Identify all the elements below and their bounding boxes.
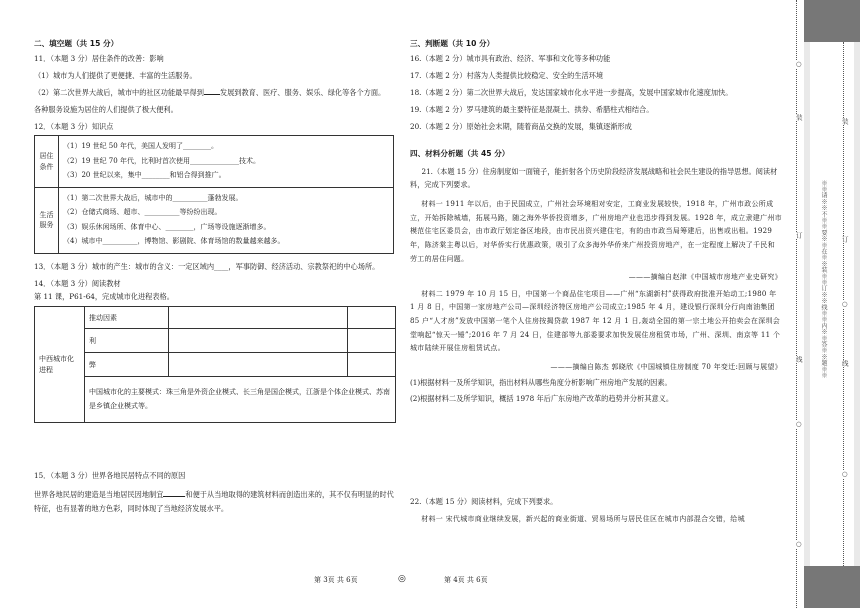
center-dot: ◎ xyxy=(398,574,406,584)
table-category: 生活服务 xyxy=(35,187,59,253)
answer-cell[interactable] xyxy=(169,307,348,329)
binding-label: 线 xyxy=(840,360,849,367)
page-number-left: 第 3页 共 6页 xyxy=(314,576,358,584)
material-source: ———摘编自赵津《中国城市房地产业史研究》 xyxy=(628,273,782,282)
question-11 xyxy=(34,54,396,115)
table-row xyxy=(35,377,396,423)
judgment-item: 17.（本题 2 分）村落为人类提供比较稳定、安全的生活环境 xyxy=(410,71,604,81)
binding-circle: ○ xyxy=(794,60,803,68)
answer-cell[interactable] xyxy=(348,307,396,329)
question-14 xyxy=(34,279,396,424)
material-text: 材料一 1911 年以后，由于民国成立，广州社会环境相对安定，工商业发展较快，1918 年，广州市政公所成立，开始拆除城墙，拓展马路，随之海外华侨投资增多，广州房地产业也迅步得到发展。1928 年，成立隶建广州市模范住宅区委员会，由市政厅划定备区地段，由市民出资兴建住宅，有的由市政当局筹建后，出售或出租。1929 年，陈济棠主粤以后，对华侨实行优惠政策，吸引了众多海外华侨来广州投资房地产，在一定程度上解决了千民和劳工的居住问题。 xyxy=(410,200,782,263)
binding-circle: ○ xyxy=(794,540,803,548)
binding-block xyxy=(804,0,860,42)
table-item: （1）第二次世界大战后，城市中的__________蓬勃发展。 xyxy=(63,193,243,202)
question-12 xyxy=(34,122,396,254)
answer-cell[interactable] xyxy=(169,353,348,377)
table-category: 居住条件 xyxy=(35,136,59,188)
material-text: 材料二 1979 年 10 月 15 日，中国第一个商品住宅项目——广州“东湖新村”获得政府批准开始动工;1980 年 1 月 8 日，中国第一家房地产公司—深圳经济特区房地产公司成立;1985 年 4 月，建设银行深圳分行向南油集团 85 户“人才房”发放中国第一笔个人住房按揭贷款 1987 年 12 月 1 日,轰动全国的第一宗土地公开拍卖会在深圳会堂响起“惊天一锤”;2016 年 7 月 24 日，住建部等九部委要求加快发展住房租赁市场，广州、深圳、南京等 11 个城市陆续开展住房租赁试点。 xyxy=(410,289,781,353)
question-15 xyxy=(34,471,396,515)
question-13: 13．（本题 3 分）城市的产生：城市的含义：一定区域内____，军事防御、经济活动、宗教祭祀的中心场所。 xyxy=(34,261,380,271)
table-cell: 中国城市化的主要模式：珠三角是外资企业模式、长三角是国企模式，江浙是个体企业模式、苏南是乡镇企业模式等。 xyxy=(85,377,396,423)
judgment-item: 19.（本题 2 分）罗马建筑的最主要特征是混凝土、拱券、希腊柱式相结合。 xyxy=(410,104,654,114)
question-text: （2）第二次世界大战后，城市中的社区功能最早得到 发展到教育、医疗、服务、娱乐、绿化等各个方面。 xyxy=(34,87,386,97)
table-row xyxy=(35,329,396,353)
section-heading-judgment: 三、判断题（共 10 分） xyxy=(410,39,495,48)
judgment-item: 18.（本题 2 分）第二次世界大战后，发达国家城市化水平进一步提高，发展中国家城市化速度加快。 xyxy=(410,87,733,97)
binding-circle: ○ xyxy=(794,420,803,428)
answer-cell[interactable] xyxy=(348,353,396,377)
table-cell: 弊 xyxy=(85,353,169,377)
table-row xyxy=(35,307,396,329)
binding-warning: ※※请※※不※※要※※在※※装※※订※※线※※内※※答※※题※※ xyxy=(820,180,827,379)
binding-label: 装 xyxy=(794,114,803,121)
question-22 xyxy=(410,497,782,524)
table-cell: 推动因素 xyxy=(85,307,169,329)
question-stem: 21.（本题 15 分）住房制度如一面镜子，能折射各个历史阶段经济发展战略和社会民生建设的指导思想。阅读材料，完成下列要求。 xyxy=(410,166,778,190)
page-number-right: 第 4页 共 6页 xyxy=(444,576,488,584)
section-heading-fill-in: 二、填空题（共 15 分） xyxy=(34,39,119,48)
question-stem: 15．（本题 3 分）世界各地民居特点不同的原因 xyxy=(34,471,186,481)
table-cell: 利 xyxy=(85,329,169,353)
binding-block xyxy=(804,566,860,608)
binding-margin-outer xyxy=(790,0,804,608)
question-requirement: (1)根据材料一及所学知识，指出材料从哪些角度分析影响广州房地产发展的因素。 xyxy=(410,377,672,387)
question-stem: 22.（本题 15 分）阅读材料，完成下列要求。 xyxy=(410,497,558,507)
table-item: （3）娱乐休闲场所、体育中心、________，广场等设施逐渐增多。 xyxy=(63,222,271,231)
urbanization-table xyxy=(34,306,396,423)
question-stem: 14．（本题 3 分）阅读教材 xyxy=(34,278,121,288)
table-cell xyxy=(59,136,394,188)
section-heading-material: 四、材料分析题（共 45 分） xyxy=(410,149,510,159)
table-item: （4）城市中__________，博物馆、影剧院、体育场馆的数量越来越多。 xyxy=(63,237,285,246)
question-requirement: (2)根据材料二及所学知识，概括 1978 年后广东房地产改革的趋势并分析其意义。 xyxy=(410,394,674,404)
table-row xyxy=(35,353,396,377)
table-item: （1）19 世纪 50 年代，美国人发明了________。 xyxy=(63,142,218,151)
table-item: （3）20 世纪以来，集中________和铝合得到推广。 xyxy=(63,171,226,180)
answer-blank[interactable] xyxy=(163,490,185,497)
table-item: （2）19 世纪 70 年代，比利时首次使用______________技术。 xyxy=(63,156,260,165)
binding-circle: ○ xyxy=(840,300,849,308)
binding-circle: ○ xyxy=(840,470,849,478)
answer-cell[interactable] xyxy=(348,329,396,353)
left-column xyxy=(34,38,396,521)
judgment-item: 16.（本题 2 分）城市具有政治、经济、军事和文化等多种功能 xyxy=(410,54,611,64)
material-source: ———摘编自陈杰 郭晓欣《中国城镇住房制度 70 年变迁:回顾与展望》 xyxy=(550,363,782,372)
binding-label: 装 xyxy=(840,118,849,125)
question-text: 第 11 课，P61-64，完成城市化进程表格。 xyxy=(34,292,174,302)
table-row xyxy=(35,136,394,188)
question-stem: 11．（本题 3 分）居住条件的改善：影响 xyxy=(34,54,164,64)
binding-label: 订 xyxy=(794,232,803,239)
binding-label: 订 xyxy=(840,236,849,243)
answer-cell[interactable] xyxy=(169,329,348,353)
binding-strip xyxy=(804,0,860,608)
question-text: 各种服务设施为居住的人们提供了极大便利。 xyxy=(34,104,178,114)
knowledge-table xyxy=(34,135,394,254)
binding-label: 线 xyxy=(794,356,803,363)
table-item: （2）仓储式商场、超市、__________等纷纷出现。 xyxy=(63,208,222,217)
question-text: （1）城市为人们提供了更便捷、丰富的生活服务。 xyxy=(34,71,197,81)
question-stem: 12．（本题 3 分）知识点 xyxy=(34,121,114,131)
table-cell xyxy=(59,187,394,253)
question-21 xyxy=(410,165,782,405)
table-category: 中西城市化进程 xyxy=(35,307,85,423)
binding-dotted-line xyxy=(796,0,797,608)
judgment-item: 20.（本题 2 分）原始社会末期，随着商品交换的发展，集镇逐渐形成 xyxy=(410,121,632,131)
material-text: 材料一 宋代城市商业继续发展，新兴起的商业街道、贸易场所与居民住区在城市内部混合交错，给城 xyxy=(421,514,745,523)
answer-blank[interactable] xyxy=(204,88,220,95)
question-text: 世界各地民居的建造是当地居民因地制宜 和便于从当地取得的建筑材料而创造出来的，其不仅有明显的时代特征，也有显著的地方色彩，同时体现了当地经济发展水平。 xyxy=(34,490,394,513)
table-row xyxy=(35,187,394,253)
right-column xyxy=(410,38,782,530)
